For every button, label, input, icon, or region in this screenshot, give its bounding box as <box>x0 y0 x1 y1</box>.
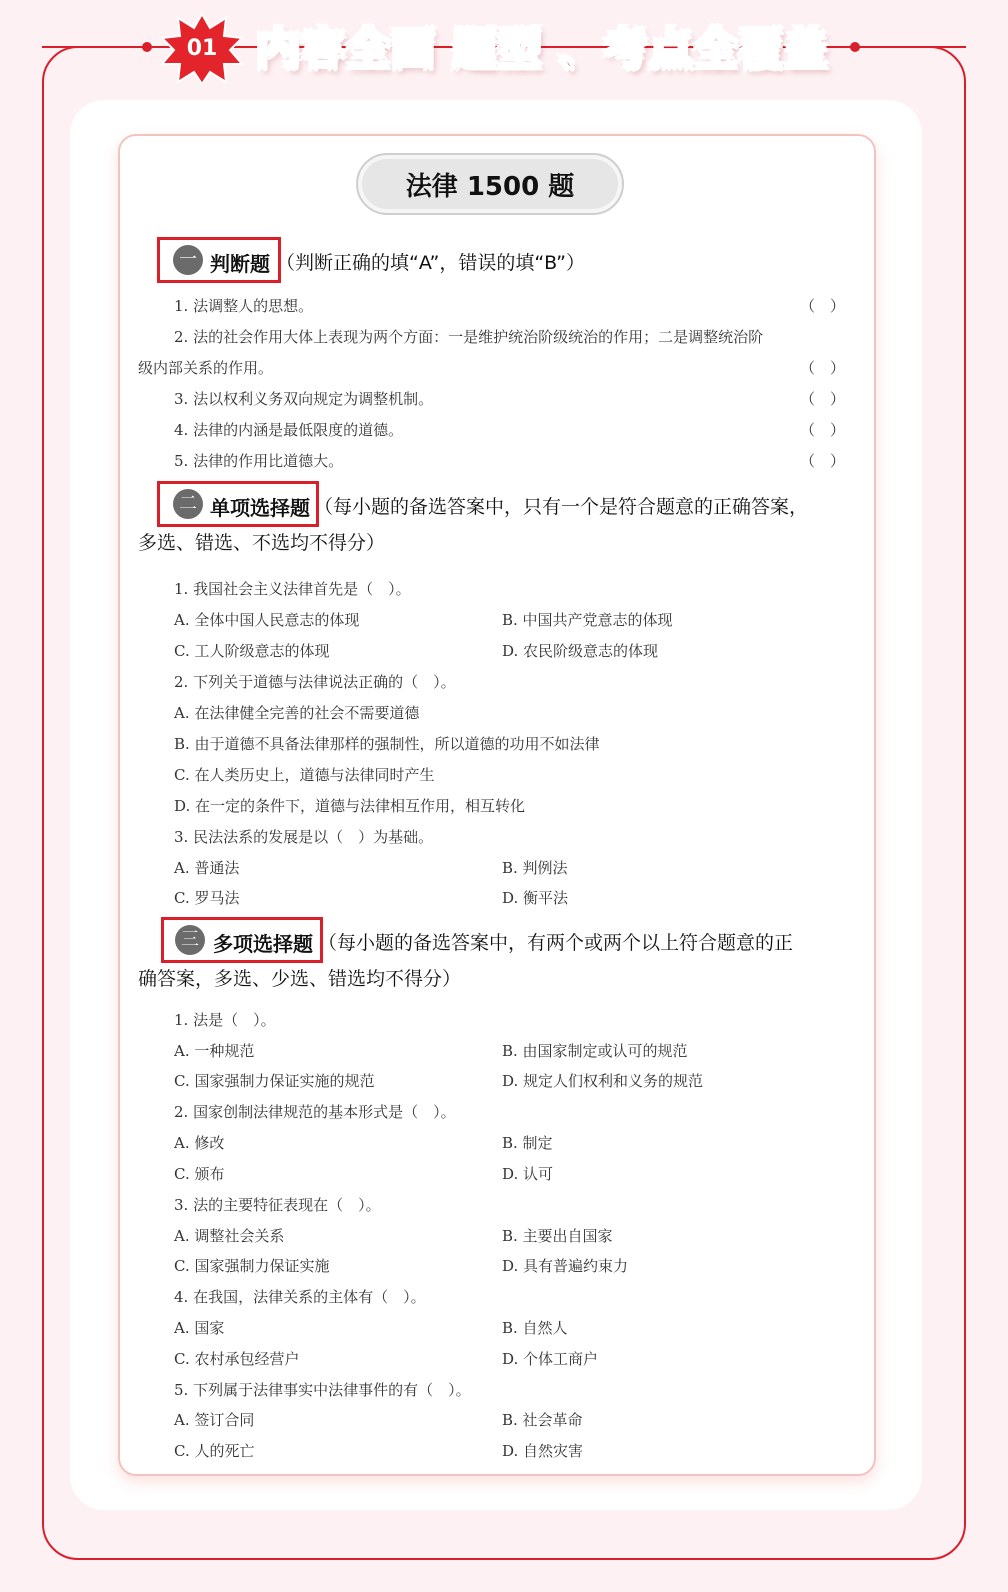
header-banner <box>0 10 1008 88</box>
section2-desc-line2: 多选、错选、不选均不得分） <box>138 532 386 554</box>
s3-q3-option-d: D. 具有普遍约束力 <box>502 1257 629 1275</box>
s1-item-4: 4. 法律的内涵是最低限度的道德。 <box>174 421 404 439</box>
s3-q1: 1. 法是（ ）。 <box>174 1011 276 1029</box>
s3-q1-option-b: B. 由国家制定或认可的规范 <box>502 1042 688 1060</box>
s3-q4-option-a: A. 国家 <box>174 1319 225 1337</box>
section1-label: 判断题 <box>210 252 270 276</box>
s3-q3: 3. 法的主要特征表现在（ ）。 <box>174 1196 381 1214</box>
s1-answer-paren-3: （ ） <box>800 390 846 408</box>
s1-item-3: 3. 法以权利义务双向规定为调整机制。 <box>174 390 434 408</box>
s1-item-1: 1. 法调整人的思想。 <box>174 297 314 315</box>
header-right-line <box>856 46 966 48</box>
s1-answer-paren-1: （ ） <box>800 297 846 315</box>
document-title: 法律 1500 题 <box>356 153 624 215</box>
s3-q1-option-a: A. 一种规范 <box>174 1042 255 1060</box>
s3-q4-option-d: D. 个体工商户 <box>502 1350 599 1368</box>
section3-label: 多项选择题 <box>213 932 313 956</box>
section3-desc-line2: 确答案，多选、少选、错选均不得分） <box>138 968 462 990</box>
s2-q3-option-b: B. 判例法 <box>502 859 568 877</box>
s3-q2: 2. 国家创制法律规范的基本形式是（ ）。 <box>174 1103 456 1121</box>
s1-answer-paren-5: （ ） <box>800 452 846 470</box>
s3-q3-option-a: A. 调整社会关系 <box>174 1227 285 1245</box>
s3-q2-option-b: B. 制定 <box>502 1134 553 1152</box>
s3-q4: 4. 在我国，法律关系的主体有（ ）。 <box>174 1288 426 1306</box>
s1-item-5: 5. 法律的作用比道德大。 <box>174 452 344 470</box>
s1-item-2: 2. 法的社会作用大体上表现为两个方面：一是维护统治阶级统治的作用；二是调整统治阶 <box>174 328 764 346</box>
s2-q1-option-c: C. 工人阶级意志的体现 <box>174 642 330 660</box>
s3-q2-option-d: D. 认可 <box>502 1165 554 1183</box>
header-left-line <box>42 46 152 48</box>
s2-q3-option-c: C. 罗马法 <box>174 889 240 907</box>
s3-q2-option-a: A. 修改 <box>174 1134 225 1152</box>
s3-q5-option-b: B. 社会革命 <box>502 1411 583 1429</box>
header-title: 内容全面 题型 、考点全覆盖 <box>256 24 829 75</box>
s2-q1-option-b: B. 中国共产党意志的体现 <box>502 611 673 629</box>
s3-q3-option-c: C. 国家强制力保证实施 <box>174 1257 330 1275</box>
s2-q2: 2. 下列关于道德与法律说法正确的（ ）。 <box>174 673 456 691</box>
s2-q3-option-d: D. 衡平法 <box>502 889 569 907</box>
badge-number: 01 <box>186 35 218 61</box>
s2-q2-option-c: C. 在人类历史上，道德与法律同时产生 <box>174 766 435 784</box>
s3-q1-option-c: C. 国家强制力保证实施的规范 <box>174 1072 375 1090</box>
s1-item-2-cont: 级内部关系的作用。 <box>138 359 274 377</box>
s2-q2-option-b: B. 由于道德不具备法律那样的强制性，所以道德的功用不如法律 <box>174 735 600 753</box>
header-left-dot <box>142 42 152 52</box>
s3-q5-option-a: A. 签订合同 <box>174 1411 255 1429</box>
s2-q3: 3. 民法法系的发展是以（ ）为基础。 <box>174 828 434 846</box>
s3-q5: 5. 下列属于法律事实中法律事件的有（ ）。 <box>174 1381 471 1399</box>
section3-number-circle: 三 <box>175 925 205 955</box>
s2-q1: 1. 我国社会主义法律首先是（ ）。 <box>174 580 411 598</box>
header-right-dot <box>850 42 860 52</box>
s1-answer-paren-2: （ ） <box>800 359 846 377</box>
section2-number-circle: 二 <box>173 489 203 519</box>
s2-q2-option-d: D. 在一定的条件下，道德与法律相互作用，相互转化 <box>174 797 526 815</box>
s3-q5-option-c: C. 人的死亡 <box>174 1442 255 1460</box>
s2-q1-option-a: A. 全体中国人民意志的体现 <box>174 611 360 629</box>
s3-q1-option-d: D. 规定人们权利和义务的规范 <box>502 1072 704 1090</box>
section1-number-circle: 一 <box>173 245 203 275</box>
s3-q5-option-d: D. 自然灾害 <box>502 1442 584 1460</box>
s2-q1-option-d: D. 农民阶级意志的体现 <box>502 642 659 660</box>
s3-q3-option-b: B. 主要出自国家 <box>502 1227 613 1245</box>
s2-q3-option-a: A. 普通法 <box>174 859 240 877</box>
section2-label: 单项选择题 <box>210 496 310 520</box>
s3-q4-option-b: B. 自然人 <box>502 1319 568 1337</box>
s3-q4-option-c: C. 农村承包经营户 <box>174 1350 300 1368</box>
s1-answer-paren-4: （ ） <box>800 421 846 439</box>
section3-desc-line1: （每小题的备选答案中，有两个或两个以上符合题意的正 <box>318 932 794 954</box>
s2-q2-option-a: A. 在法律健全完善的社会不需要道德 <box>174 704 420 722</box>
s3-q2-option-c: C. 颁布 <box>174 1165 225 1183</box>
section1-desc: （判断正确的填“A”，错误的填“B”） <box>276 252 586 274</box>
section2-desc-line1: （每小题的备选答案中，只有一个是符合题意的正确答案， <box>314 496 809 518</box>
